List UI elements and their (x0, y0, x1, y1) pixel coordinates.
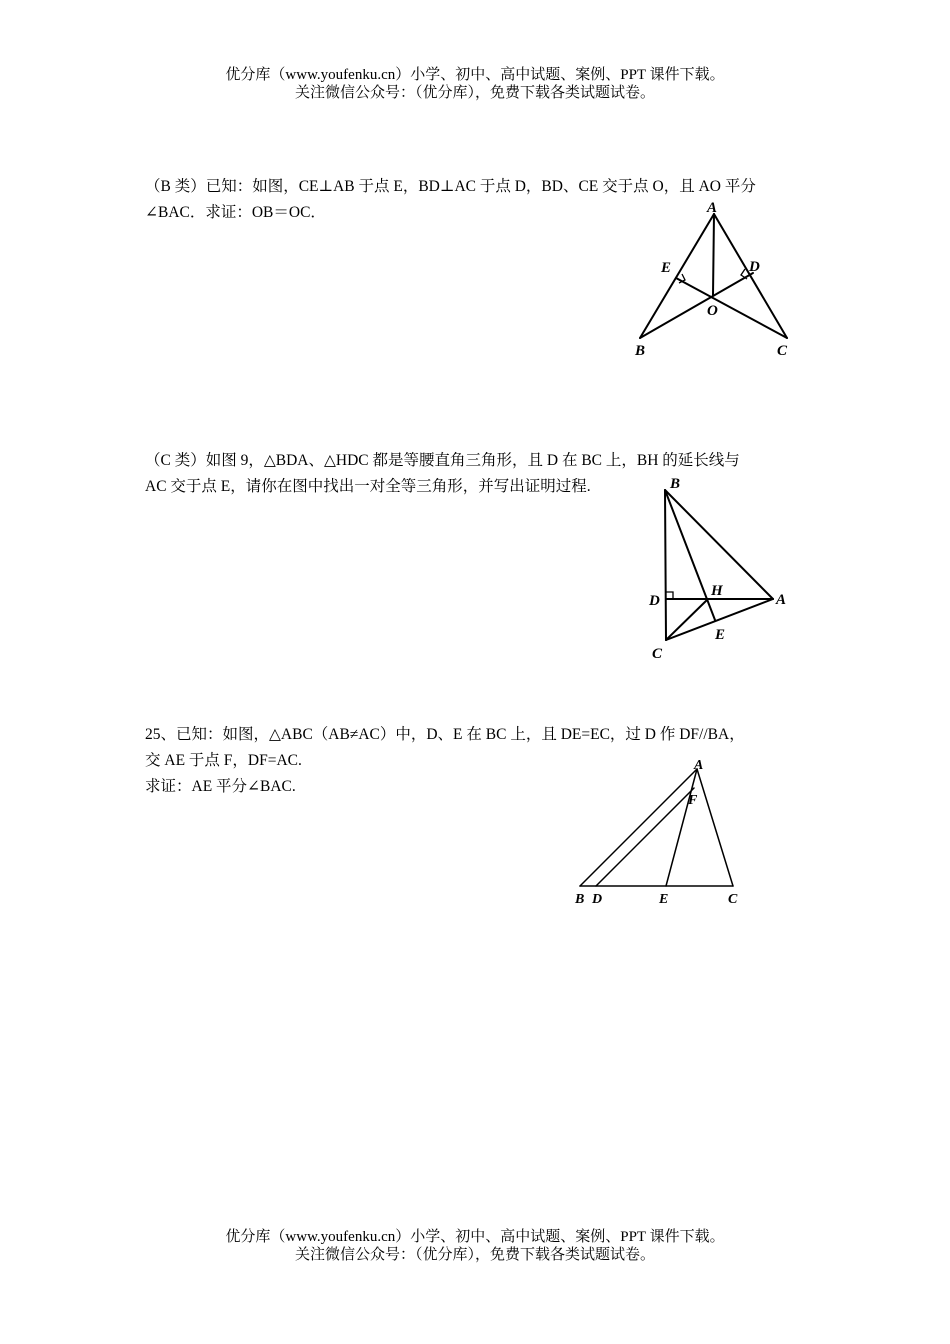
label-a: A (776, 592, 787, 608)
label-b: B (575, 892, 585, 907)
segment-ac (697, 769, 733, 886)
problem-25-line-1: 25、已知：如图，△ABC（AB≠AC）中，D、E 在 BC 上，且 DE=EC，过 D 作 DF//BA， (145, 726, 745, 743)
segment-ab (640, 214, 714, 338)
label-o: O (707, 303, 718, 319)
label-h: H (711, 583, 723, 599)
label-d: D (749, 259, 760, 275)
label-c: C (728, 892, 738, 907)
label-e: E (659, 892, 669, 907)
problem-25-line-2: 交 AE 于点 F，DF=AC. (145, 752, 302, 769)
problem-b-line-1: （B 类）已知：如图，CE⊥AB 于点 E，BD⊥AC 于点 D，BD、CE 交于点 O，且 AO 平分 (145, 178, 756, 195)
header-line-1: 优分库（www.youfenku.cn）小学、初中、高中试题、案例、PPT 课件下载。 (225, 67, 725, 83)
label-e: E (715, 627, 726, 643)
page-header (0, 66, 950, 102)
label-e: E (661, 260, 672, 276)
segment-ba (580, 769, 697, 886)
figure-25-diagram (570, 755, 745, 910)
right-angle-mark-d (666, 592, 673, 599)
segment-ae (666, 769, 697, 886)
segment-ch (666, 599, 708, 640)
label-a: A (694, 758, 704, 773)
problem-c-line-2: AC 交于点 E，请你在图中找出一对全等三角形，并写出证明过程. (145, 478, 591, 495)
footer-line-1: 优分库（www.youfenku.cn）小学、初中、高中试题、案例、PPT 课件下载。 (225, 1229, 725, 1245)
label-b: B (635, 343, 646, 359)
problem-c-line-1: （C 类）如图 9，△BDA、△HDC 都是等腰直角三角形，且 D 在 BC 上，BH 的延长线与 (145, 452, 740, 469)
label-c: C (777, 343, 788, 359)
label-f: F (688, 793, 698, 808)
header-line-2: 关注微信公众号：（优分库），免费下载各类试题试卷。 (294, 85, 655, 101)
segment-ao (713, 214, 714, 295)
label-c: C (652, 646, 663, 662)
segment-be (640, 273, 753, 338)
figure-c-diagram (645, 472, 795, 662)
problem-b-line-2: ∠BAC．求证：OB＝OC． (145, 204, 326, 221)
label-b: B (670, 476, 681, 492)
page-footer (0, 1228, 950, 1264)
figure-b-diagram (630, 198, 800, 360)
label-d: D (592, 892, 603, 907)
segment-bc (665, 490, 666, 640)
footer-line-2: 关注微信公众号：（优分库），免费下载各类试题试卷。 (294, 1247, 655, 1263)
problem-25-line-3: 求证：AE 平分∠BAC. (145, 778, 296, 795)
label-a: A (707, 200, 718, 216)
label-d: D (649, 593, 660, 609)
